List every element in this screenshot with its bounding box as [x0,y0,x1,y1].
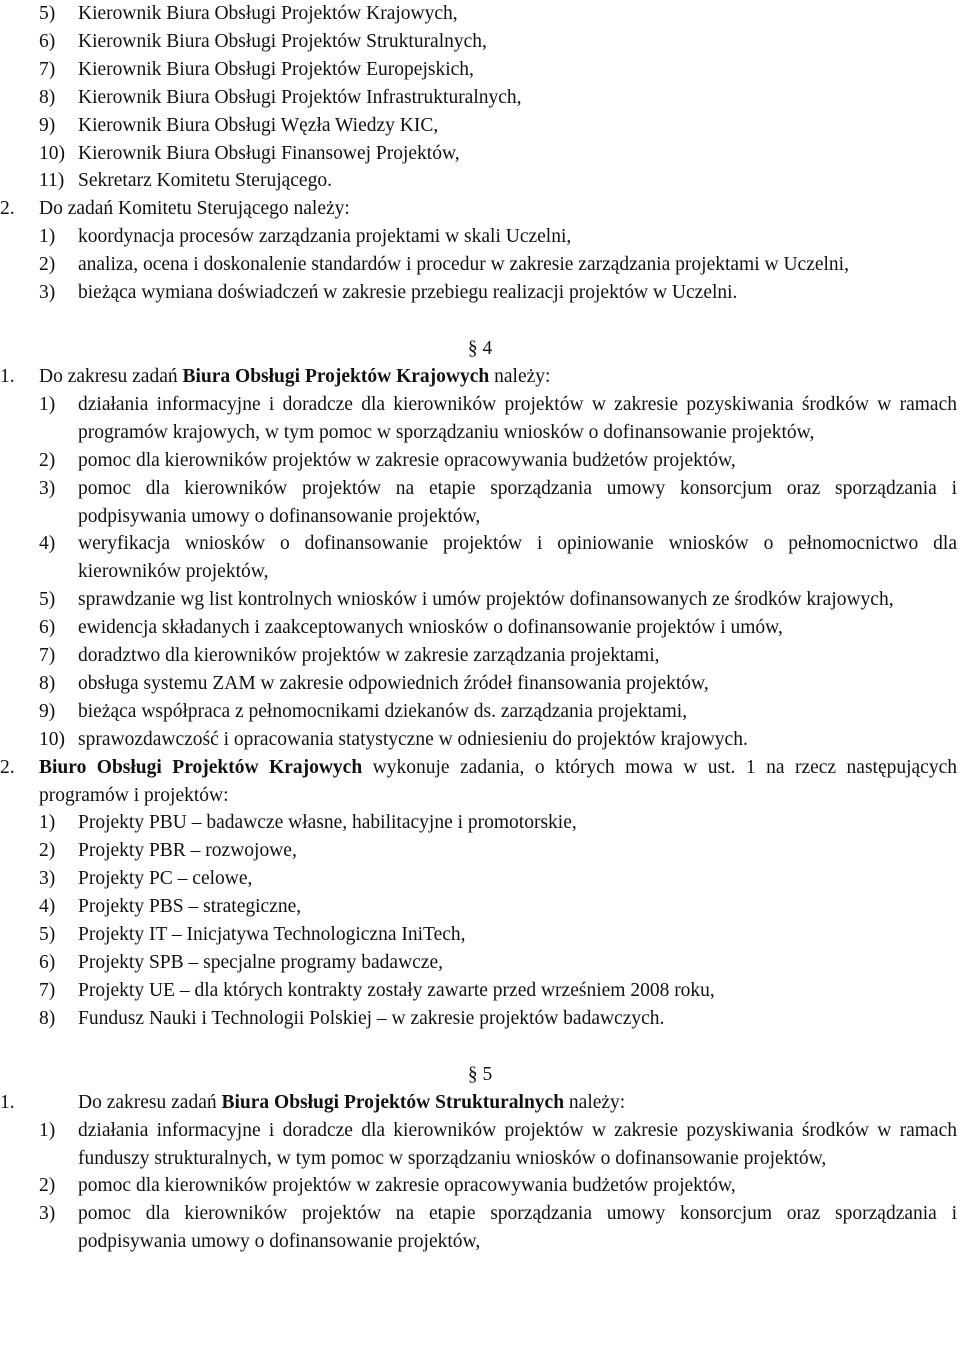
section-point: 2. Do zadań Komitetu Sterującego należy: [0,198,350,220]
list-item: 5) Projekty IT – Inicjatywa Technologiczna IniTech, [39,924,466,946]
list-item: 9) Kierownik Biura Obsługi Węzła Wiedzy KIC, [39,114,439,136]
list-item: 8) Fundusz Nauki i Technologii Polskiej – w zakresie projektów badawczych. [39,1007,665,1029]
list-item: 2) analiza, ocena i doskonalenie standardów i procedur w zakresie zarządzania projektami w Uczelni, [39,254,849,276]
list-item: 8) obsługa systemu ZAM w zakresie odpowiednich źródeł finansowania projektów, [39,672,709,694]
list-item: 4) weryfikacja wniosków o dofinansowanie projektów i opiniowanie wniosków o pełnomocnictwo dla kierowników projektów, [39,533,957,583]
list-item: 10) sprawozdawczość i opracowania statystyczne w odniesieniu do projektów krajowych. [39,728,748,750]
list-item: 5) Kierownik Biura Obsługi Projektów Krajowych, [39,3,458,24]
list-item: 7) Kierownik Biura Obsługi Projektów Europejskich, [39,58,474,80]
unit-name: Biuro Obsługi Projektów Krajowych [39,756,363,778]
list-item: 3) Projekty PC – celowe, [39,868,253,890]
list-item: 8) Kierownik Biura Obsługi Projektów Infrastrukturalnych, [39,86,522,108]
list-item: 10) Kierownik Biura Obsługi Finansowej Projektów, [39,142,460,164]
list-item: 9) bieżąca współpraca z pełnomocnikami dziekanów ds. zarządzania projektami, [39,700,688,722]
list-zadania-bops [0,1117,960,1257]
list-item: 6) ewidencja składanych i zaakceptowanych wniosków o dofinansowanie projektów i umów, [39,617,783,639]
list-item: 2) pomoc dla kierowników projektów w zakresie opracowywania budżetów projektów, [39,1175,736,1197]
unit-name: Biura Obsługi Projektów Strukturalnych [221,1091,565,1113]
list-item: 5) sprawdzanie wg list kontrolnych wniosków i umów projektów dofinansowanych ze środków krajowych, [39,589,894,611]
list-item: 1) działania informacyjne i doradcze dla kierowników projektów w zakresie pozyskiwania środków w ramach programów krajowych, w tym pomoc w sporządzaniu wniosków o dofinansowanie projektów, [39,393,957,443]
list-zadania-komitetu [0,223,960,307]
list-item: 1) koordynacja procesów zarządzania projektami w skali Uczelni, [39,226,572,248]
list-item: 7) Projekty UE – dla których kontrakty zostały zawarte przed wrześniem 2008 roku, [39,979,715,1001]
paragraph-heading: § 5 [467,1063,493,1085]
list-item: 6) Kierownik Biura Obsługi Projektów Strukturalnych, [39,30,487,52]
list-item: 1) Projekty PBU – badawcze własne, habilitacyjne i promotorskie, [39,812,577,834]
list-item: 3) bieżąca wymiana doświadczeń w zakresie przebiegu realizacji projektów w Uczelni. [39,282,738,304]
list-item: 3) pomoc dla kierowników projektów na etapie sporządzania umowy konsorcjum oraz sporządzania i podpisywania umowy o dofinansowanie projektów, [39,477,957,527]
list-zadania-bopk [0,391,960,754]
list-item: 2) pomoc dla kierowników projektów w zakresie opracowywania budżetów projektów, [39,449,736,471]
unit-name: Biura Obsługi Projektów Krajowych [182,365,490,387]
list-item: 1) działania informacyjne i doradcze dla kierowników projektów w zakresie pozyskiwania środków w ramach funduszy strukturalnych, w tym pomoc w sporządzaniu wniosków o dofinansowanie projektów, [39,1119,957,1169]
list-programy [0,809,960,1032]
section-point: 1. Do zakresu zadań Biura Obsługi Projektów Strukturalnych należy: [0,1091,626,1113]
list-item: 2) Projekty PBR – rozwojowe, [39,840,297,862]
list-item: 11) Sekretarz Komitetu Sterującego. [39,170,332,192]
list-kierownicy [0,0,960,195]
section-point: 2. Biuro Obsługi Projektów Krajowych wykonuje zadania, o których mowa w ust. 1 na rzecz następujących programów i projektów: [0,756,957,806]
list-item: 4) Projekty PBS – strategiczne, [39,896,302,918]
section-point: 1. Do zakresu zadań Biura Obsługi Projektów Krajowych należy: [0,365,551,387]
list-item: 7) doradztwo dla kierowników projektów w zakresie zarządzania projektami, [39,645,660,667]
list-item: 6) Projekty SPB – specjalne programy badawcze, [39,952,443,973]
list-item: 3) pomoc dla kierowników projektów na etapie sporządzania umowy konsorcjum oraz sporządzania i podpisywania umowy o dofinansowanie projektów, [39,1203,957,1253]
paragraph-heading: § 4 [467,337,493,359]
